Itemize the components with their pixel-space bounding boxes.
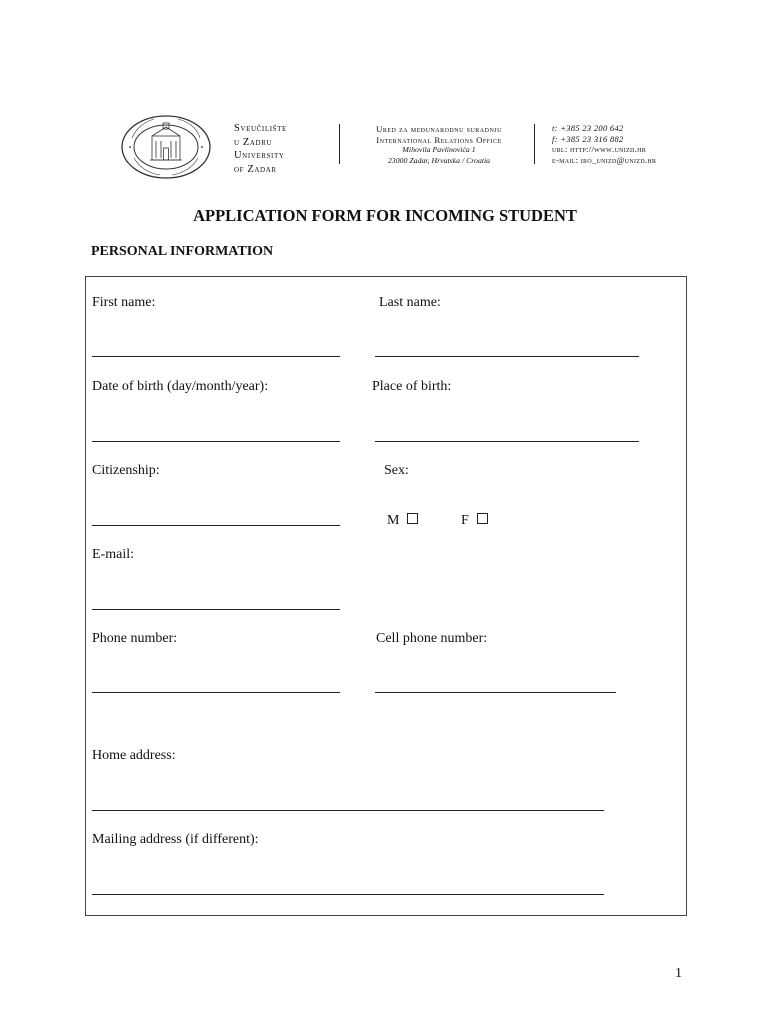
citizenship-field[interactable]	[92, 525, 340, 526]
first-name-field[interactable]	[92, 356, 340, 357]
contact-fax: f: +385 23 316 882	[552, 133, 624, 144]
home-address-label: Home address:	[92, 748, 176, 763]
date-of-birth-label: Date of birth (day/month/year):	[92, 379, 269, 394]
cell-phone-label: Cell phone number:	[376, 631, 488, 646]
citizenship-label: Citizenship:	[92, 463, 160, 478]
place-of-birth-label: Place of birth:	[372, 379, 452, 394]
section-title: PERSONAL INFORMATION	[91, 244, 274, 259]
office-name-hr: Ured za međunarodnu suradnju	[376, 124, 502, 134]
office-name-en: International Relations Office	[376, 134, 502, 145]
sex-male-option[interactable]	[387, 513, 418, 529]
contact-email: e-mail: iro_unizd@unizd.hr	[552, 154, 657, 165]
document-title: APPLICATION FORM FOR INCOMING STUDENT	[193, 206, 577, 225]
header-divider	[534, 124, 535, 164]
first-name-label: First name:	[92, 295, 156, 310]
home-address-field[interactable]	[92, 810, 604, 811]
date-of-birth-field[interactable]	[92, 441, 340, 442]
sex-female-label: F	[461, 513, 469, 528]
mailing-address-field[interactable]	[92, 894, 604, 895]
header-divider	[339, 124, 340, 164]
office-contact	[552, 123, 656, 165]
phone-number-field[interactable]	[92, 692, 340, 693]
page-number: 1	[675, 966, 682, 981]
place-of-birth-field[interactable]	[375, 441, 639, 442]
mailing-address-label: Mailing address (if different):	[92, 832, 259, 847]
contact-phone: t: +385 23 200 642	[552, 123, 624, 133]
sex-male-checkbox[interactable]	[407, 513, 418, 524]
email-label: E-mail:	[92, 547, 134, 562]
sex-female-option[interactable]	[461, 513, 488, 529]
university-name-line: of Zadar	[234, 163, 277, 175]
phone-number-label: Phone number:	[92, 631, 178, 646]
office-city: 23000 Zadar, Hrvatska / Croatia	[387, 155, 491, 165]
email-field[interactable]	[92, 609, 340, 610]
personal-information-form	[85, 276, 687, 916]
sex-male-label: M	[387, 513, 400, 528]
office-address	[350, 124, 528, 166]
last-name-field[interactable]	[375, 356, 639, 357]
university-name-line: u Zadru	[234, 136, 273, 148]
university-seal-logo	[120, 114, 212, 180]
contact-url: url: http://www.unizd.hr	[552, 144, 647, 154]
sex-female-checkbox[interactable]	[477, 513, 488, 524]
office-street: Mihovila Pavlinovića 1	[402, 145, 476, 154]
cell-phone-field[interactable]	[375, 692, 616, 693]
last-name-label: Last name:	[379, 295, 441, 310]
university-name	[234, 122, 287, 176]
university-name-line: University	[234, 150, 285, 161]
university-name-line: Sveučilište	[234, 123, 287, 134]
sex-label: Sex:	[384, 463, 409, 478]
